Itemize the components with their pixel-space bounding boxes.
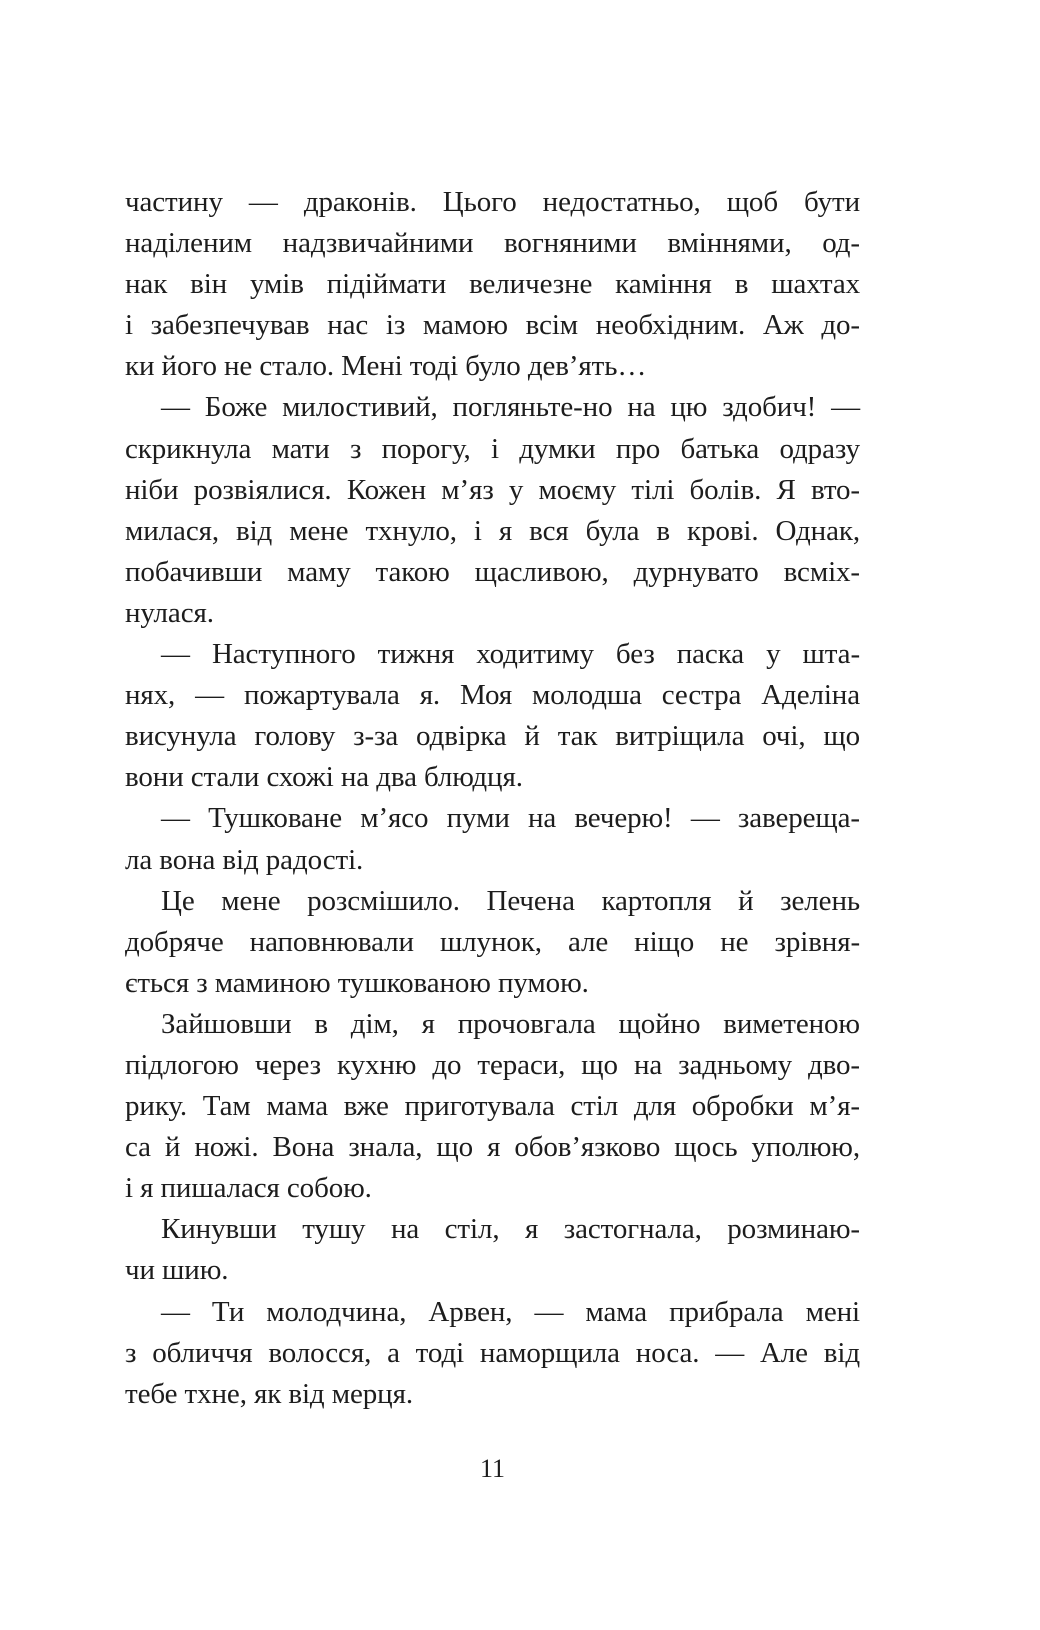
- page-number: 11: [479, 1454, 506, 1483]
- paragraph: [125, 798, 860, 880]
- page-text: [125, 182, 860, 1415]
- text-line: милася, від мене тхнуло, і я вся була в крові. Однак,: [125, 514, 860, 547]
- text-line: нулася.: [125, 596, 214, 629]
- text-line: скрикнула мати з порогу, і думки про батька одразу: [125, 432, 860, 465]
- text-line: Це мене розсмішило. Печена картопля й зелень: [161, 884, 860, 917]
- text-line: рику. Там мама вже приготувала стіл для обробки м’я-: [125, 1090, 860, 1123]
- paragraph: [125, 182, 860, 387]
- text-line: ніби розвіялися. Кожен м’яз у моєму тілі болів. Я вто-: [125, 473, 860, 506]
- text-line: наділеним надзвичайними вогняними вміннями, од-: [125, 227, 860, 260]
- text-line: висунула голову з-за одвірка й так витріщила очі, що: [125, 720, 860, 753]
- text-line: підлогою через кухню до тераси, що на задньому дво-: [125, 1048, 860, 1081]
- paragraph: [125, 1209, 860, 1291]
- text-line: чи шию.: [125, 1254, 229, 1287]
- text-line: Кинувши тушу на стіл, я застогнала, розминаю-: [161, 1213, 860, 1246]
- text-line: ється з маминою тушкованою пумою.: [125, 966, 589, 999]
- text-line: нак він умів підіймати величезне каміння в шахтах: [125, 268, 860, 301]
- paragraph: [125, 634, 860, 798]
- text-line: ки його не стало. Мені тоді було дев’ять…: [125, 350, 647, 383]
- paragraph: [125, 387, 860, 634]
- text-line: Зайшовши в дім, я прочовгала щойно виметеною: [161, 1007, 860, 1040]
- paragraph: [125, 881, 860, 1004]
- text-line: — Тушковане м’ясо пуми на вечерю! — завереща-: [161, 802, 860, 835]
- text-line: нях, — пожартувала я. Моя молодша сестра Аделіна: [125, 679, 860, 712]
- text-line: і забезпечував нас із мамою всім необхідним. Аж до-: [125, 309, 860, 342]
- text-line: з обличчя волосся, а тоді наморщила носа. — Але від: [125, 1336, 860, 1369]
- text-line: — Наступного тижня ходитиму без паска у шта-: [161, 638, 860, 671]
- text-line: і я пишалася собою.: [125, 1172, 372, 1205]
- text-line: добряче наповнювали шлунок, але ніщо не зрівня-: [125, 925, 860, 958]
- text-line: вони стали схожі на два блюдця.: [125, 761, 523, 794]
- text-line: тебе тхне, як від мерця.: [125, 1377, 413, 1410]
- text-line: побачивши маму такою щасливою, дурнувато всміх-: [125, 555, 860, 588]
- text-line: — Ти молодчина, Арвен, — мама прибрала мені: [161, 1295, 860, 1328]
- paragraph: [125, 1004, 860, 1209]
- text-line: са й ножі. Вона знала, що я обов’язково щось уполюю,: [125, 1131, 860, 1164]
- text-line: частину — драконів. Цього недостатньо, щоб бути: [125, 186, 860, 218]
- text-line: ла вона від радості.: [125, 843, 364, 876]
- paragraph: [125, 1292, 860, 1415]
- text-line: — Боже милостивий, погляньте-но на цю здобич! —: [161, 391, 860, 424]
